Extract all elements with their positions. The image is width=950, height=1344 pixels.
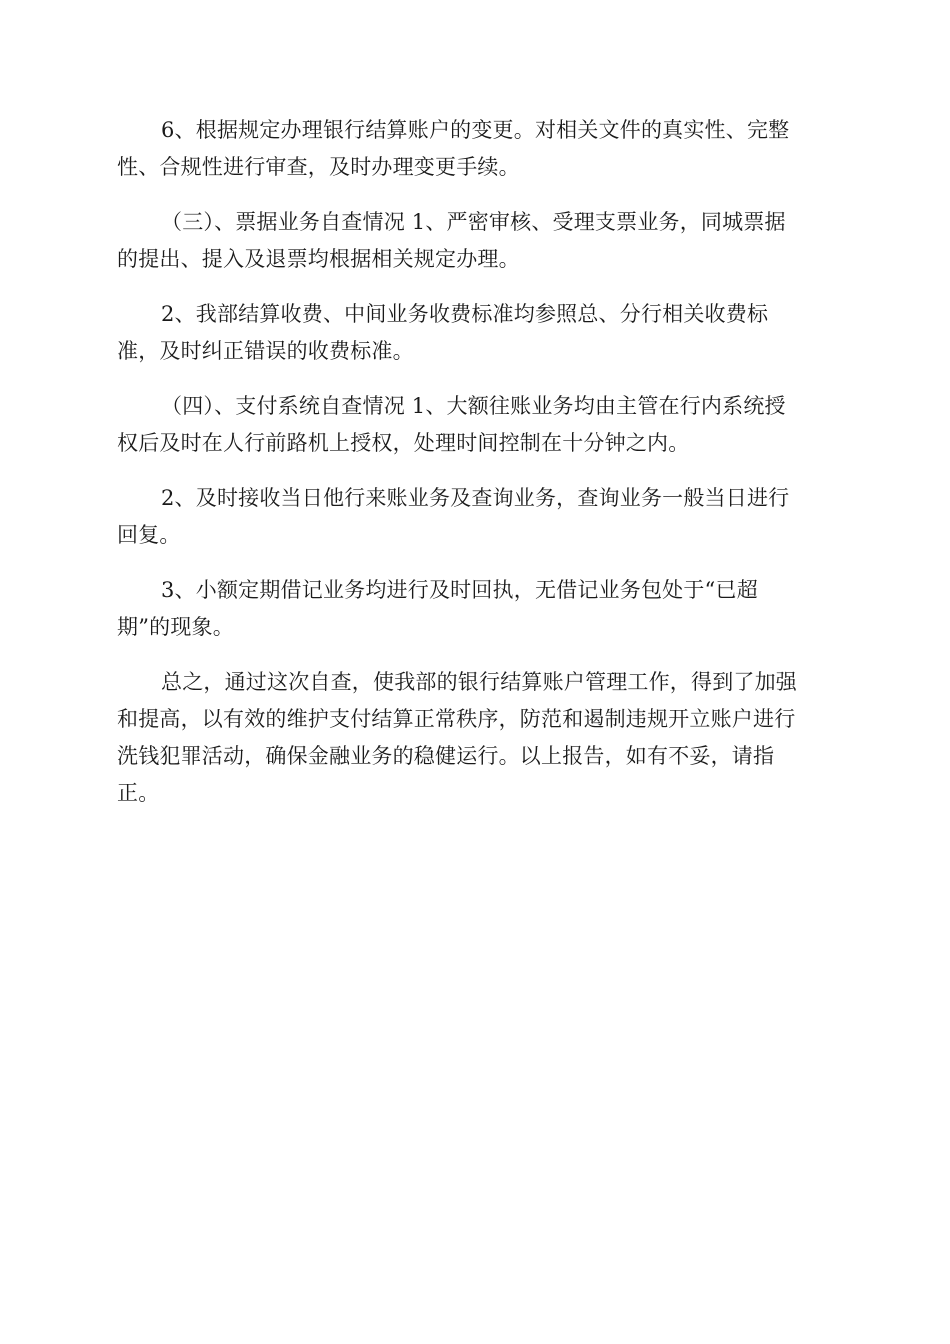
paragraph-payment-system: [117, 388, 833, 462]
paragraph-line: （三）、票据业务自查情况 1、严密审核、受理支票业务，同城票据: [161, 210, 786, 234]
paragraph-line: 6、根据规定办理银行结算账户的变更。对相关文件的真实性、完整: [161, 118, 790, 142]
paragraph-conclusion: [117, 664, 833, 812]
paragraph-line: 和提高，以有效的维护支付结算正常秩序，防范和遏制违规开立账户进行: [117, 707, 796, 731]
paragraph-line: 的提出、提入及退票均根据相关规定办理。: [117, 247, 520, 271]
paragraph-bill-business: [117, 204, 833, 278]
paragraph-line: 性、合规性进行审查，及时办理变更手续。: [117, 155, 520, 179]
paragraph-line: 3、小额定期借记业务均进行及时回执，无借记业务包处于“已超: [161, 578, 758, 602]
paragraph-incoming-inquiry: [117, 480, 833, 554]
paragraph-small-debit: [117, 572, 833, 646]
paragraph-line: 准，及时纠正错误的收费标准。: [117, 339, 414, 363]
paragraph-line: 总之，通过这次自查，使我部的银行结算账户管理工作，得到了加强: [161, 670, 797, 694]
paragraph-fee-standard: [117, 296, 833, 370]
paragraph-line: 2、及时接收当日他行来账业务及查询业务，查询业务一般当日进行: [161, 486, 790, 510]
paragraph-line: 正。: [117, 781, 160, 805]
paragraph-line: 洗钱犯罪活动，确保金融业务的稳健运行。以上报告，如有不妥，请指: [117, 744, 775, 768]
paragraph-line: 期”的现象。: [117, 615, 234, 639]
document-body: [117, 112, 833, 830]
paragraph-line: 权后及时在人行前路机上授权，处理时间控制在十分钟之内。: [117, 431, 690, 455]
paragraph-line: 回复。: [117, 523, 181, 547]
paragraph-line: 2、我部结算收费、中间业务收费标准均参照总、分行相关收费标: [161, 302, 769, 326]
paragraph-line: （四）、支付系统自查情况 1、大额往账业务均由主管在行内系统授: [161, 394, 786, 418]
paragraph-account-change: [117, 112, 833, 186]
